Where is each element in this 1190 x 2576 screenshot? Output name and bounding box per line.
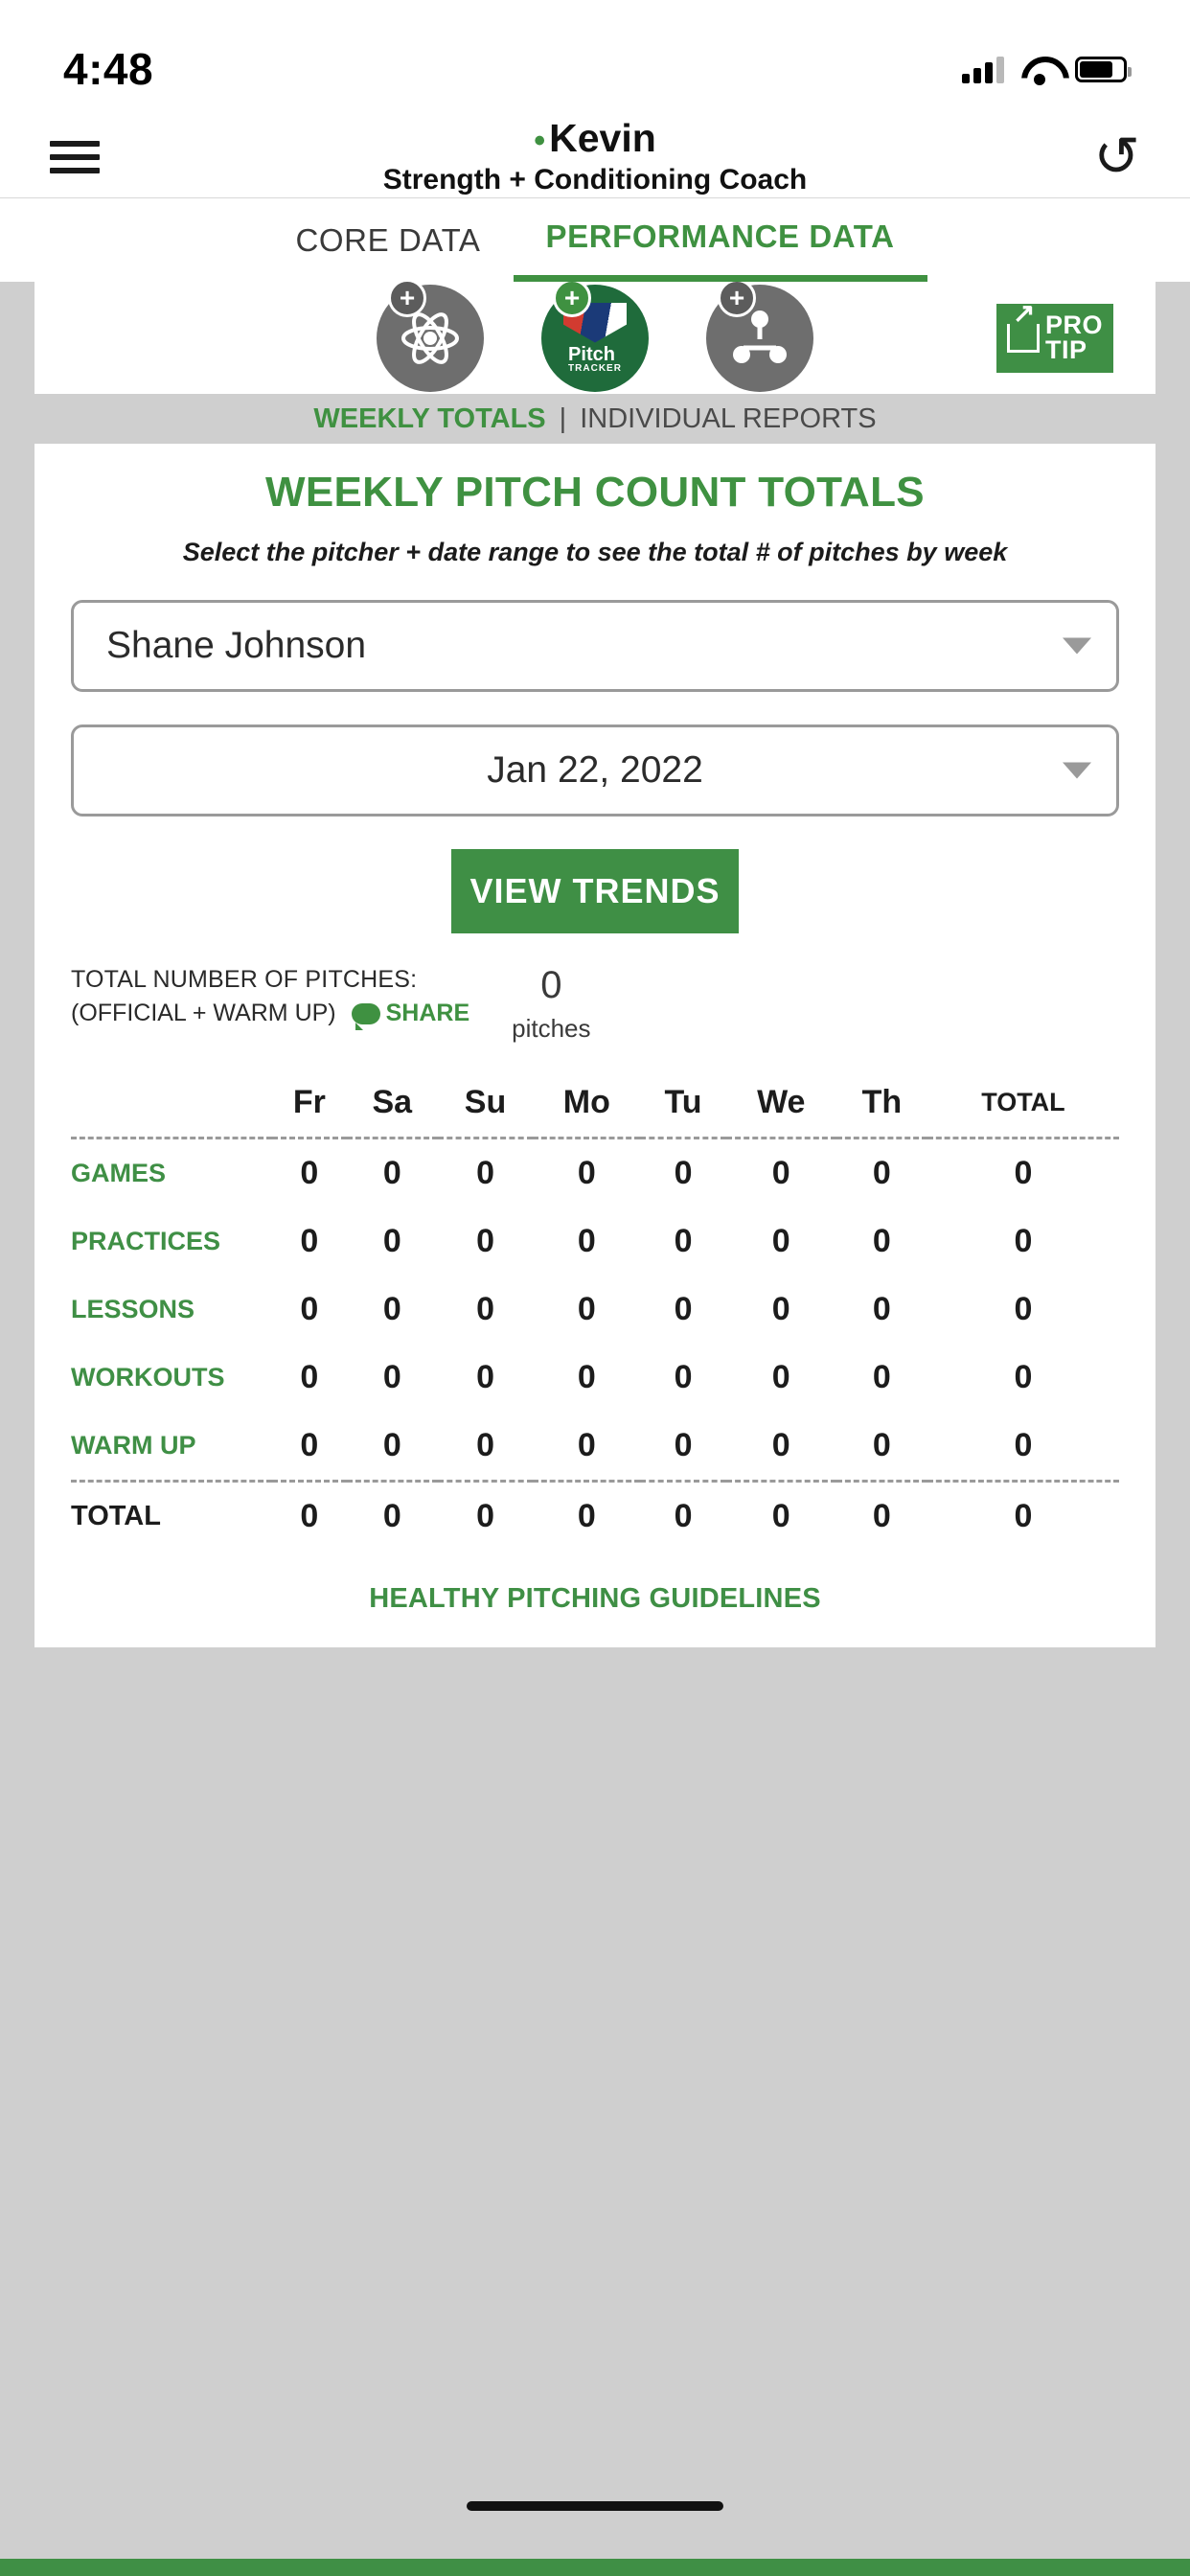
row-label-practices: PRACTICES [71, 1227, 221, 1255]
weekly-pitch-count-table [71, 1069, 1119, 1551]
scroll-body [0, 282, 1190, 2453]
cell-workouts-su: 0 [476, 1359, 494, 1395]
cell-warmup-we: 0 [771, 1427, 790, 1463]
cell-warmup-tu: 0 [674, 1427, 693, 1463]
sub-tabs [0, 394, 1190, 444]
app-header [0, 117, 1190, 198]
cell-games-th: 0 [872, 1155, 891, 1191]
add-icon[interactable]: + [718, 282, 756, 317]
table-row [71, 1138, 1119, 1208]
share-button[interactable] [352, 1000, 470, 1027]
cell-lessons-th: 0 [872, 1291, 891, 1327]
cell-games-sa: 0 [382, 1155, 401, 1191]
cell-warmup-total: 0 [1014, 1427, 1033, 1463]
cell-practices-fr: 0 [300, 1223, 319, 1259]
totals-label-line2-row [71, 1000, 469, 1027]
hamburger-menu-icon[interactable] [50, 133, 100, 181]
col-header-mo: Mo [562, 1084, 610, 1120]
cell-warmup-sa: 0 [382, 1427, 401, 1463]
cell-workouts-sa: 0 [382, 1359, 401, 1395]
atom-icon-button[interactable] [377, 282, 484, 392]
pitch-tracker-icon-button[interactable] [541, 282, 649, 392]
totals-labels [71, 966, 469, 1027]
cell-workouts-mo: 0 [577, 1359, 596, 1395]
main-tabs [0, 198, 1190, 282]
table-header [71, 1069, 1119, 1138]
pitch-tracker-wordmark [568, 345, 622, 374]
cell-games-we: 0 [771, 1155, 790, 1191]
cell-practices-we: 0 [771, 1223, 790, 1259]
add-icon[interactable]: + [553, 282, 591, 317]
header-center [0, 118, 1190, 196]
cell-workouts-we: 0 [771, 1359, 790, 1395]
totals-label-line1: TOTAL NUMBER OF PITCHES: [71, 966, 418, 993]
cellular-signal-icon [962, 55, 1004, 83]
cell-practices-tu: 0 [674, 1223, 693, 1259]
pro-tip-line1: PRO [1044, 310, 1103, 339]
sub-tab-individual-reports[interactable]: INDIVIDUAL REPORTS [580, 402, 877, 434]
page-subtitle: Select the pitcher + date range to see the total # of pitches by week [182, 538, 1008, 566]
cell-workouts-tu: 0 [674, 1359, 693, 1395]
cell-lessons-tu: 0 [674, 1291, 693, 1327]
network-nodes-icon-button[interactable] [706, 282, 813, 392]
tab-core-data[interactable]: CORE DATA [295, 221, 481, 258]
table-row [71, 1276, 1119, 1344]
wifi-icon [1021, 55, 1058, 83]
healthy-pitching-guidelines-link[interactable]: HEALTHY PITCHING GUIDELINES [369, 1583, 821, 1614]
cell-warmup-mo: 0 [577, 1427, 596, 1463]
totals-summary [34, 933, 1156, 1044]
cell-lessons-total: 0 [1014, 1291, 1033, 1327]
status-time: 4:48 [63, 44, 154, 94]
row-label-total: TOTAL [71, 1501, 161, 1531]
feature-icon-strip [34, 282, 1156, 394]
date-select-value: Jan 22, 2022 [487, 749, 703, 791]
pitcher-select[interactable] [71, 600, 1119, 692]
pitch-tracker-line2: TRACKER [568, 362, 622, 374]
col-header-th: Th [861, 1084, 903, 1120]
cell-total-th: 0 [872, 1498, 891, 1534]
cell-workouts-fr: 0 [300, 1359, 319, 1395]
pitcher-select-value: Shane Johnson [106, 625, 367, 666]
pro-tip-button[interactable] [996, 304, 1113, 373]
user-role: Strength + Conditioning Coach [382, 163, 808, 196]
home-indicator-area [0, 2453, 1190, 2559]
cell-lessons-sa: 0 [382, 1291, 401, 1327]
share-export-icon [1007, 324, 1040, 353]
sub-tab-separator: | [559, 402, 567, 434]
total-pitch-count-value: 0 [540, 964, 562, 1006]
cell-total-tu: 0 [674, 1498, 693, 1534]
cell-total-su: 0 [476, 1498, 494, 1534]
cell-games-total: 0 [1014, 1155, 1033, 1191]
chevron-down-icon [1063, 763, 1091, 779]
status-indicators [962, 55, 1127, 83]
cell-games-su: 0 [476, 1155, 494, 1191]
cell-practices-th: 0 [872, 1223, 891, 1259]
col-header-blank [71, 1069, 272, 1138]
cell-lessons-su: 0 [476, 1291, 494, 1327]
total-pitch-count [512, 966, 590, 1044]
table-header-row [71, 1069, 1119, 1138]
status-bar [0, 0, 1190, 117]
col-header-tu: Tu [664, 1084, 702, 1120]
share-label: SHARE [385, 1000, 470, 1026]
cell-warmup-th: 0 [872, 1427, 891, 1463]
bottom-accent-strip [0, 2559, 1190, 2576]
table-row [71, 1208, 1119, 1276]
cell-practices-su: 0 [476, 1223, 494, 1259]
cell-total-total: 0 [1014, 1498, 1033, 1534]
sub-tab-weekly-totals[interactable]: WEEKLY TOTALS [313, 402, 546, 434]
cell-lessons-fr: 0 [300, 1291, 319, 1327]
col-header-we: We [757, 1084, 806, 1120]
cell-games-fr: 0 [300, 1155, 319, 1191]
view-trends-button[interactable]: VIEW TRENDS [451, 849, 739, 933]
table-total-row [71, 1482, 1119, 1552]
cell-total-mo: 0 [577, 1498, 596, 1534]
cell-workouts-total: 0 [1014, 1359, 1033, 1395]
row-label-workouts: WORKOUTS [71, 1363, 225, 1392]
pro-tip-label [1044, 310, 1103, 364]
table-row [71, 1344, 1119, 1412]
battery-icon [1075, 57, 1127, 82]
col-header-total: TOTAL [981, 1088, 1065, 1116]
cell-practices-mo: 0 [577, 1223, 596, 1259]
page-title: WEEKLY PITCH COUNT TOTALS [265, 469, 925, 516]
cell-warmup-su: 0 [476, 1427, 494, 1463]
refresh-icon[interactable]: ↺ [1093, 126, 1140, 188]
home-indicator[interactable] [467, 2501, 723, 2511]
total-pitch-count-unit: pitches [512, 1014, 591, 1043]
pro-tip-line2: TIP [1044, 334, 1087, 364]
pitch-tracker-line1: Pitch [568, 343, 615, 365]
add-icon[interactable]: + [388, 282, 426, 317]
row-label-warm-up: WARM UP [71, 1431, 196, 1460]
row-label-games: GAMES [71, 1159, 167, 1187]
cell-total-fr: 0 [300, 1498, 319, 1534]
cell-workouts-th: 0 [872, 1359, 891, 1395]
online-status-dot: • [534, 122, 546, 159]
table-body [71, 1138, 1119, 1552]
user-name-row [0, 118, 1190, 159]
chevron-down-icon [1063, 638, 1091, 655]
col-header-sa: Sa [372, 1084, 413, 1120]
table-row [71, 1412, 1119, 1482]
date-select[interactable] [71, 724, 1119, 816]
cell-games-tu: 0 [674, 1155, 693, 1191]
cell-practices-total: 0 [1014, 1223, 1033, 1259]
cell-practices-sa: 0 [382, 1223, 401, 1259]
cell-lessons-mo: 0 [577, 1291, 596, 1327]
cell-lessons-we: 0 [771, 1291, 790, 1327]
col-header-su: Su [464, 1084, 507, 1120]
user-name: Kevin [549, 116, 656, 161]
cell-warmup-fr: 0 [300, 1427, 319, 1463]
cell-total-we: 0 [771, 1498, 790, 1534]
col-header-fr: Fr [292, 1084, 326, 1120]
tab-performance-data[interactable]: PERFORMANCE DATA [514, 198, 927, 282]
row-label-lessons: LESSONS [71, 1295, 195, 1323]
weekly-totals-card [34, 444, 1156, 1647]
cell-total-sa: 0 [382, 1498, 401, 1534]
totals-label-line2: (OFFICIAL + WARM UP) [71, 1000, 336, 1026]
chat-bubble-icon [352, 1003, 380, 1024]
cell-games-mo: 0 [577, 1155, 596, 1191]
